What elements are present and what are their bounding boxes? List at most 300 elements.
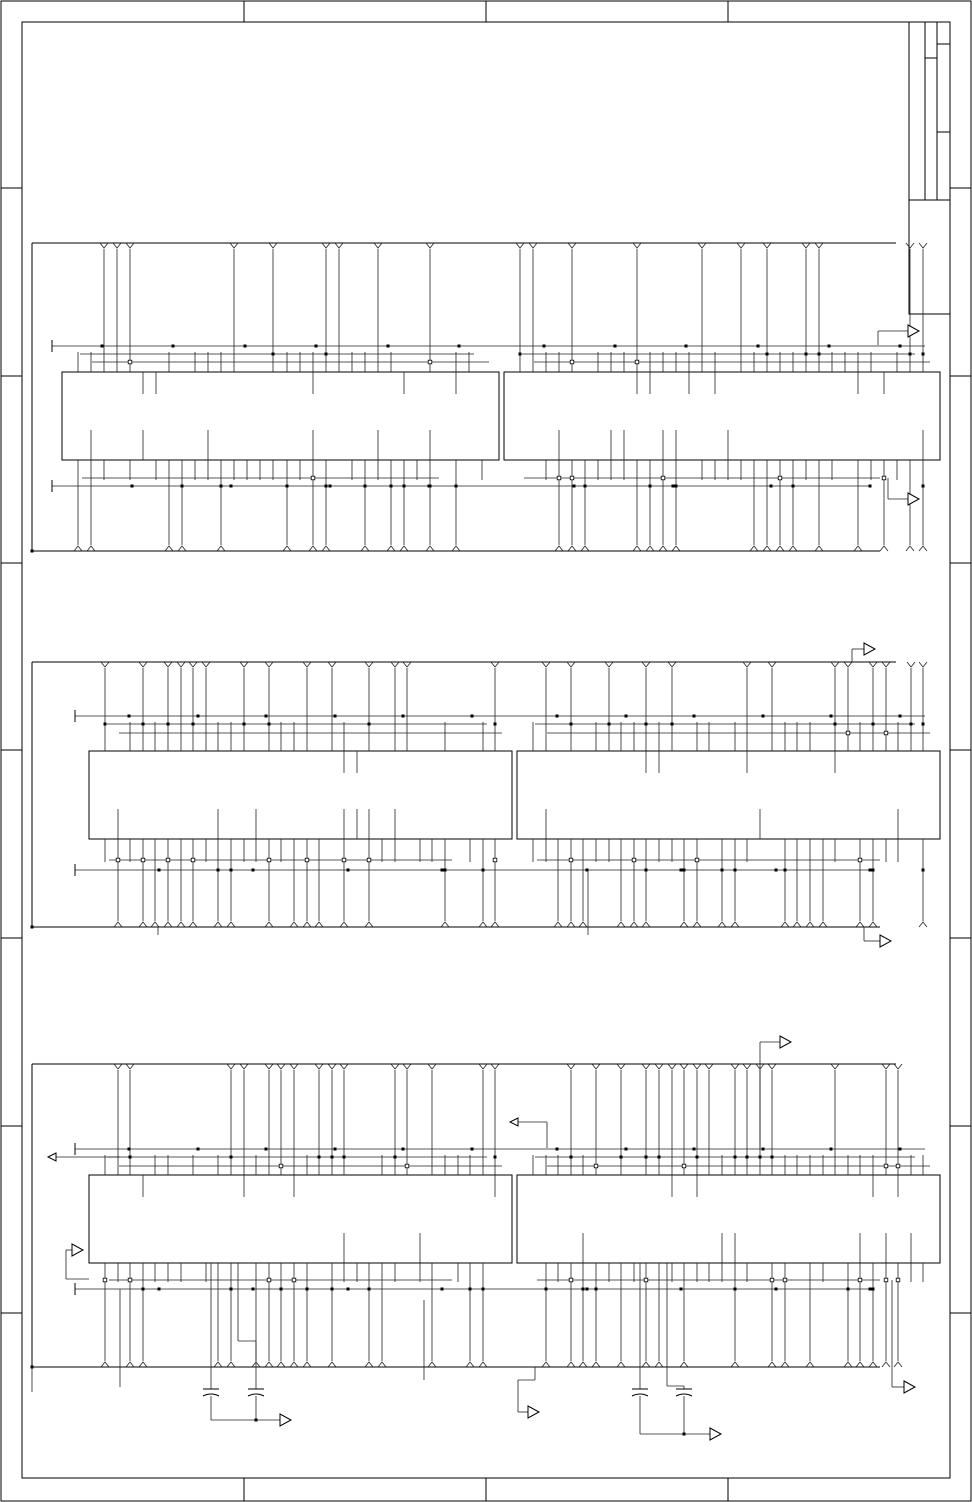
pin-hook (844, 662, 852, 667)
junction-dot (734, 869, 737, 872)
test-point (405, 1164, 409, 1168)
pin-hook (403, 1064, 411, 1069)
junction-dot (746, 1156, 749, 1159)
pin-hook (731, 1064, 739, 1069)
junction-dot (172, 345, 175, 348)
ic-body (517, 1175, 940, 1263)
pin-hook (101, 1362, 109, 1367)
test-point (570, 476, 574, 480)
ic-chip (504, 243, 940, 551)
pin-hook (374, 243, 382, 248)
pin-hook (919, 243, 927, 248)
pin-hook (815, 546, 823, 551)
pin-hook (693, 922, 701, 927)
junction-dot (570, 1156, 573, 1159)
pin-hook (113, 243, 121, 248)
pin-hook (655, 1064, 663, 1069)
pin-hook (340, 1064, 348, 1069)
pin-hook (378, 1362, 386, 1367)
offpage-connector (908, 325, 919, 337)
pin-hook (793, 922, 801, 927)
pin-hook (491, 922, 499, 927)
chip-bank-3 (31, 1064, 941, 1369)
pin-hook (617, 922, 625, 927)
pin-hook (743, 1064, 751, 1069)
junction-dot (693, 1148, 696, 1151)
junction-dot (368, 723, 371, 726)
pin-hook (165, 546, 173, 551)
pin-hook (309, 546, 317, 551)
ic-chip (62, 243, 499, 551)
pin-hook (919, 662, 927, 667)
pin-hook (365, 922, 373, 927)
pin-hook (763, 546, 771, 551)
pin-hook (303, 662, 311, 667)
pin-hook (743, 662, 751, 667)
junction-dot (586, 1288, 589, 1291)
junction-dot (142, 723, 145, 726)
junction-dot (128, 715, 131, 718)
pin-hook (672, 546, 680, 551)
pin-hook (781, 1362, 789, 1367)
junction-dot (834, 723, 837, 726)
pin-hook (265, 1064, 273, 1069)
test-point (682, 1164, 686, 1168)
pin-hook (177, 922, 185, 927)
pin-hook (831, 1064, 839, 1069)
junction-dot (329, 485, 332, 488)
junction-dot (828, 345, 831, 348)
pin-hook (567, 662, 575, 667)
pin-hook (230, 243, 238, 248)
junction-dot (458, 345, 461, 348)
test-point (569, 858, 573, 862)
pin-hook (819, 922, 827, 927)
junction-dot (734, 1156, 737, 1159)
pin-hook (642, 922, 650, 927)
junction-dot (101, 345, 104, 348)
junction-dot (762, 715, 765, 718)
offpage-connector (864, 643, 875, 655)
pin-hook (426, 546, 434, 551)
ic-chip (517, 662, 940, 927)
test-point (884, 1278, 888, 1282)
pin-hook (151, 922, 159, 927)
test-point (103, 1278, 107, 1282)
junction-dot (645, 1156, 648, 1159)
junction-dot (217, 869, 220, 872)
pin-hook (177, 662, 185, 667)
pin-hook (365, 1362, 373, 1367)
junction-dot (364, 485, 367, 488)
junction-dot (922, 485, 925, 488)
pin-hook (126, 1064, 134, 1069)
pin-hook (391, 662, 399, 667)
test-point (267, 1278, 271, 1282)
junction-dot (766, 353, 769, 356)
test-point (846, 731, 850, 735)
junction-dot (922, 723, 925, 726)
pin-hook (869, 922, 877, 927)
test-point (896, 1278, 900, 1282)
pin-hook (579, 922, 587, 927)
pin-hook (856, 922, 864, 927)
pin-hook (240, 1064, 248, 1069)
pin-hook (101, 662, 109, 667)
pin-hook (322, 243, 330, 248)
test-point (858, 858, 862, 862)
junction-dot (331, 1156, 334, 1159)
pin-hook (283, 546, 291, 551)
pin-hook (240, 662, 248, 667)
junction-dot (721, 869, 724, 872)
junction-dot (582, 1288, 585, 1291)
capacitor-plate (632, 1394, 648, 1396)
junction-dot (334, 715, 337, 718)
junction-dot (244, 345, 247, 348)
pin-hook (880, 546, 888, 551)
pin-hook (303, 922, 311, 927)
junction-dot (441, 1288, 444, 1291)
ic-body (62, 372, 499, 460)
junction-dot (771, 1156, 774, 1159)
pin-hook (642, 1362, 650, 1367)
pin-hook (906, 546, 914, 551)
pin-hook (139, 1362, 147, 1367)
offpage-connector (510, 1118, 518, 1126)
junction-dot (220, 485, 223, 488)
junction-dot (347, 869, 350, 872)
pin-hook (265, 922, 273, 927)
pin-hook (217, 546, 225, 551)
junction-dot (614, 345, 617, 348)
pin-hook (542, 662, 550, 667)
pin-hook (322, 546, 330, 551)
test-point (594, 1164, 598, 1168)
offpage-connector (280, 1414, 291, 1426)
test-point (858, 1278, 862, 1282)
pin-hook (894, 1064, 902, 1069)
junction-dot (482, 869, 485, 872)
junction-dot (792, 485, 795, 488)
pin-hook (668, 662, 676, 667)
pin-hook (391, 1064, 399, 1069)
capacitor-plate (248, 1394, 264, 1396)
junction-dot (441, 869, 444, 872)
junction-dot (608, 723, 611, 726)
junction-dot (683, 869, 686, 872)
junction-dot (455, 485, 458, 488)
ic-body (89, 751, 512, 839)
test-point (305, 858, 309, 862)
junction-dot (658, 1156, 661, 1159)
test-point (884, 1164, 888, 1168)
test-point (292, 1278, 296, 1282)
pin-hook (693, 1064, 701, 1069)
junction-dot (696, 1156, 699, 1159)
pin-hook (906, 243, 914, 248)
junction-dot (872, 723, 875, 726)
pin-hook (428, 1362, 436, 1367)
pin-hook (491, 1064, 499, 1069)
junction-dot (784, 869, 787, 872)
pin-hook (479, 922, 487, 927)
ic-body (504, 372, 940, 460)
junction-dot (570, 723, 573, 726)
ic-chip (517, 1064, 940, 1367)
junction-dot (368, 1288, 371, 1291)
junction-dot (230, 1288, 233, 1291)
pin-hook (269, 243, 277, 248)
junction-dot (469, 1288, 472, 1291)
junction-dot (181, 485, 184, 488)
pin-hook (114, 1064, 122, 1069)
junction-dot (675, 485, 678, 488)
pin-hook (227, 1064, 235, 1069)
junction-dot (620, 1156, 623, 1159)
pin-hook (277, 1064, 285, 1069)
pin-hook (768, 1064, 776, 1069)
pin-hook (768, 1362, 776, 1367)
pin-hook (781, 922, 789, 927)
pin-hook (491, 662, 499, 667)
pin-hook (100, 243, 108, 248)
junction-dot (325, 485, 328, 488)
pin-hook (265, 1362, 273, 1367)
junction-dot (142, 1288, 145, 1291)
test-point (141, 858, 145, 862)
junction-dot (158, 869, 161, 872)
pin-hook (554, 922, 562, 927)
junction-dot (672, 485, 675, 488)
junction-dot (869, 869, 872, 872)
pin-hook (630, 922, 638, 927)
junction-dot (428, 485, 431, 488)
chip-banks (31, 243, 941, 1369)
test-point (311, 476, 315, 480)
pin-hook (617, 1064, 625, 1069)
junction-dot (762, 1148, 765, 1151)
ic-chip (89, 662, 512, 927)
pin-hook (441, 922, 449, 927)
test-point (128, 1278, 132, 1282)
test-point (632, 858, 636, 862)
pin-hook (265, 662, 273, 667)
junction-dot (390, 485, 393, 488)
junction-dot (394, 1156, 397, 1159)
offpage-connector (780, 1036, 791, 1048)
pin-hook (844, 1362, 852, 1367)
pin-hook (568, 546, 576, 551)
test-point (191, 858, 195, 862)
pin-hook (139, 922, 147, 927)
pin-hook (668, 1064, 676, 1069)
pin-hook (815, 243, 823, 248)
junction-dot (830, 715, 833, 718)
pin-hook (479, 1064, 487, 1069)
pin-hook (698, 243, 706, 248)
pin-hook (592, 1064, 600, 1069)
offpage-connector (908, 493, 919, 505)
pin-hook (387, 546, 395, 551)
capacitor-plate (203, 1394, 219, 1396)
pin-hook (277, 1362, 285, 1367)
pin-hook (290, 1362, 298, 1367)
junction-dot (192, 723, 195, 726)
pin-hook (581, 546, 589, 551)
pin-hook (831, 662, 839, 667)
junction-dot (680, 1288, 683, 1291)
pin-hook (529, 243, 537, 248)
junction-dot (286, 485, 289, 488)
pin-hook (655, 1362, 663, 1367)
pin-hook (340, 922, 348, 927)
junction-dot (685, 345, 688, 348)
junction-dot (272, 353, 275, 356)
junction-dot (830, 1148, 833, 1151)
chip-bank-2 (31, 662, 941, 929)
pin-hook (214, 922, 222, 927)
pin-hook (428, 1064, 436, 1069)
junction-dot (872, 869, 875, 872)
pin-hook (568, 243, 576, 248)
pin-hook (328, 1064, 336, 1069)
pin-hook (882, 1362, 890, 1367)
pin-hook (894, 1362, 902, 1367)
junction-dot (471, 715, 474, 718)
junction-dot (649, 485, 652, 488)
ic-body (517, 751, 940, 839)
junction-dot (519, 353, 522, 356)
junction-dot (922, 869, 925, 872)
junction-dot (197, 1148, 200, 1151)
junction-dot (922, 353, 925, 356)
pin-hook (516, 243, 524, 248)
test-point (644, 1278, 648, 1282)
pin-hook (227, 922, 235, 927)
pin-hook (328, 1362, 336, 1367)
junction-dot (556, 1148, 559, 1151)
test-point (166, 858, 170, 862)
test-point (342, 858, 346, 862)
pin-hook (178, 546, 186, 551)
pin-hook (114, 922, 122, 927)
junction-dot (265, 715, 268, 718)
pin-hook (854, 546, 862, 551)
pin-hook (882, 1064, 890, 1069)
pin-hook (579, 1362, 587, 1367)
junction-dot (197, 715, 200, 718)
junction-dot (334, 1148, 337, 1151)
pin-hook (806, 922, 814, 927)
test-point (279, 1164, 283, 1168)
junction-dot (243, 723, 246, 726)
junction-dot (252, 869, 255, 872)
junction-dot (167, 723, 170, 726)
junction-dot (402, 715, 405, 718)
pin-hook (869, 1362, 877, 1367)
junction-dot (331, 1288, 334, 1291)
pin-hook (633, 546, 641, 551)
junction-dot (252, 1288, 255, 1291)
pin-hook (680, 1064, 688, 1069)
test-point (778, 476, 782, 480)
pin-hook (731, 1362, 739, 1367)
junction-dot (315, 345, 318, 348)
test-point (896, 1164, 900, 1168)
pin-hook (633, 243, 641, 248)
pin-hook (705, 1064, 713, 1069)
test-point (367, 858, 371, 862)
pin-hook (919, 546, 927, 551)
test-point (116, 858, 120, 862)
junction-dot (869, 1288, 872, 1291)
misc-components (32, 325, 919, 1440)
ic-chip (89, 1064, 512, 1367)
title-block (909, 22, 950, 314)
pin-hook (290, 922, 298, 927)
pin-hook (567, 1362, 575, 1367)
pin-hook (750, 546, 758, 551)
pin-hook (426, 243, 434, 248)
pin-hook (361, 546, 369, 551)
pin-hook (87, 546, 95, 551)
pin-hook (642, 662, 650, 667)
pin-hook (126, 1362, 134, 1367)
test-point (267, 858, 271, 862)
test-point (428, 360, 432, 364)
capacitor-plate (676, 1394, 692, 1396)
junction-dot (693, 715, 696, 718)
pin-hook (214, 1362, 222, 1367)
pin-hook (869, 662, 877, 667)
offpage-connector (710, 1428, 721, 1440)
junction-dot (734, 1288, 737, 1291)
junction-dot (909, 353, 912, 356)
pin-hook (806, 1362, 814, 1367)
pin-hook (479, 1362, 487, 1367)
test-point (770, 1278, 774, 1282)
pin-hook (466, 1362, 474, 1367)
junction-dot (759, 1156, 762, 1159)
junction-dot (158, 1288, 161, 1291)
junction-dot (775, 1288, 778, 1291)
pin-hook (227, 1362, 235, 1367)
pin-hook (189, 662, 197, 667)
test-point (661, 476, 665, 480)
junction-dot (131, 485, 134, 488)
junction-dot (573, 485, 576, 488)
offpage-connector (528, 1406, 539, 1418)
junction-dot (680, 869, 683, 872)
junction-dot (347, 1288, 350, 1291)
junction-dot (265, 1148, 268, 1151)
test-point (635, 360, 639, 364)
offpage-connector (48, 1153, 56, 1161)
junction-dot (625, 1148, 628, 1151)
junction-dot (482, 1288, 485, 1291)
junction-dot (899, 1148, 902, 1151)
offpage-connector (904, 1381, 915, 1393)
pin-hook (328, 662, 336, 667)
pin-hook (365, 662, 373, 667)
pin-hook (718, 922, 726, 927)
junction-dot (444, 869, 447, 872)
pin-hook (542, 1362, 550, 1367)
junction-dot (280, 1288, 283, 1291)
test-point (569, 1278, 573, 1282)
junction-dot (869, 485, 872, 488)
